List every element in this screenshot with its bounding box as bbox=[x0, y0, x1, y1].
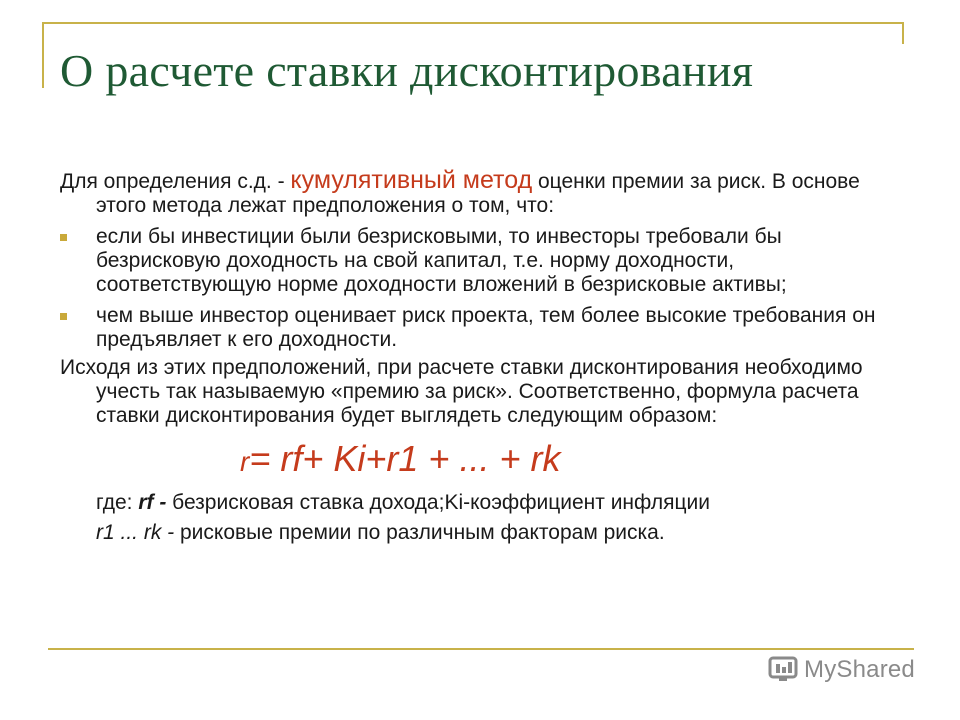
legend-where: где: bbox=[96, 491, 139, 514]
frame-top-line bbox=[42, 22, 904, 24]
intro-paragraph bbox=[60, 168, 900, 218]
legend-rk-description: рисковые премии по различным факторам риска. bbox=[174, 521, 665, 544]
square-bullet-icon bbox=[60, 313, 67, 320]
frame-left-line bbox=[42, 22, 44, 88]
legend-rf-symbol: rf - bbox=[138, 491, 167, 514]
legend-rf-description: безрисковая ставка дохода;Ki-коэффициент инфляции bbox=[166, 491, 710, 514]
slide-body bbox=[60, 168, 900, 545]
watermark-text: MyShared bbox=[804, 656, 915, 683]
discount-rate-formula bbox=[60, 438, 900, 483]
conclusion-paragraph: Исходя из этих предположений, при расчете ставки дисконтирования необходимо учесть так называемую «премию за риск». Соответственно, формула расчета ставки дисконтирования будет выглядеть следующим образом: bbox=[60, 356, 863, 427]
myshared-logo-icon bbox=[768, 656, 798, 684]
watermark bbox=[768, 656, 915, 684]
intro-text-after: оценки премии за риск. В основе этого метода лежат предположения о том, что: bbox=[96, 170, 860, 217]
frame-right-line bbox=[902, 22, 904, 44]
intro-text-before: Для определения с.д. - bbox=[60, 170, 291, 193]
square-bullet-icon bbox=[60, 234, 67, 241]
legend-rk-symbol: r1 ... rk - bbox=[96, 521, 175, 544]
bullet-text: чем выше инвестор оценивает риск проекта, тем более высокие требования он предъявляет к его доходности. bbox=[96, 304, 876, 351]
bullet-text: если бы инвестиции были безрисковыми, то инвесторы требовали бы безрисковую доходность на свой капитал, т.е. норму доходности, соответствующую норме доходности вложений в безрисковые активы; bbox=[96, 225, 787, 296]
frame-bottom-line bbox=[48, 648, 914, 650]
slide-title: О расчете ставки дисконтирования bbox=[60, 45, 754, 96]
bullet-item bbox=[60, 225, 900, 297]
formula-r-symbol: r bbox=[240, 446, 250, 477]
bullet-item bbox=[60, 304, 900, 352]
cumulative-method-highlight: кумулятивный метод bbox=[290, 166, 533, 194]
formula-legend-line-2 bbox=[60, 521, 900, 545]
formula-legend-line-1 bbox=[60, 491, 900, 515]
formula-expression: = rf+ Ki+r1 + ... + rk bbox=[249, 438, 561, 479]
